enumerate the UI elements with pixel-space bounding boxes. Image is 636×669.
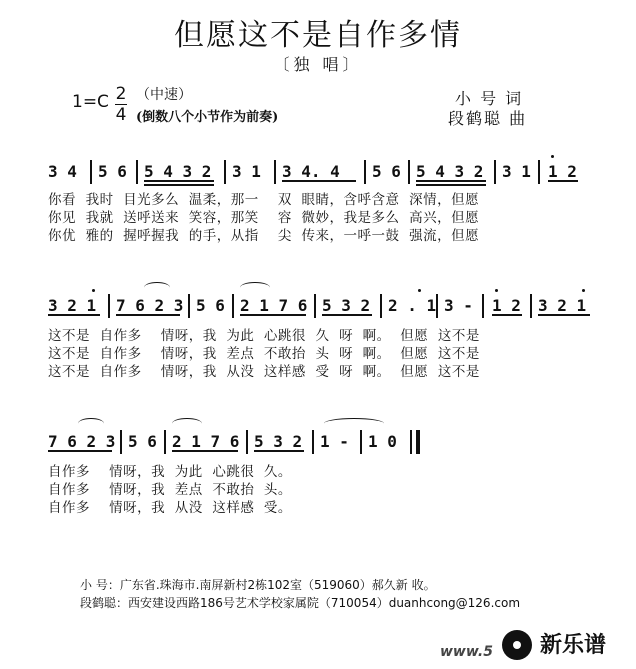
slur [144, 282, 170, 293]
underline-beam [254, 450, 304, 452]
underline-beam [416, 180, 486, 182]
measure: 5 4 3 2 [416, 162, 484, 181]
measure: 1 2 [548, 162, 577, 181]
slur [78, 418, 104, 429]
lyrics-verse-3: 这不是 自作多 情呀，我 从没 这样感 受 呀 啊。 但愿 这不是 [48, 364, 480, 380]
barline [482, 294, 484, 318]
measure: 5 6 [372, 162, 401, 181]
lyrics-verse-1: 自作多 情呀，我 为此 心跳很 久。 [48, 464, 292, 480]
measure: 2 1 7 6 [172, 432, 240, 451]
underline-beam [548, 180, 578, 182]
measure: 7 6 2 3 [116, 296, 184, 315]
lyrics-verse-1: 你看 我时 目光多么 温柔，那一 双 眼睛，含呼含意 深情，但愿 [48, 192, 480, 208]
high-octave-dot [418, 289, 421, 292]
measure: 3 4 [48, 162, 77, 181]
measure: 2 1 7 6 [240, 296, 308, 315]
barline [530, 294, 532, 318]
prelude-note: (倒数八个小节作为前奏) [136, 110, 279, 125]
measure: 5 6 [128, 432, 157, 451]
slur [172, 418, 202, 429]
underline-beam [416, 184, 486, 186]
barline [274, 160, 276, 184]
measure: 5 6 [98, 162, 127, 181]
underline-beam [240, 314, 306, 316]
underline-beam [322, 314, 372, 316]
lyrics-verse-2: 自作多 情呀，我 差点 不敢抬 头。 [48, 482, 292, 498]
barline [164, 430, 166, 454]
watermark-site: www.5 [440, 644, 493, 660]
underline-beam [282, 180, 356, 182]
key-signature: 1=C [72, 92, 109, 112]
music-disc-icon [502, 630, 532, 660]
measure: 3 1 [232, 162, 261, 181]
watermark-brand: 新乐谱 [540, 633, 607, 658]
barline [408, 160, 410, 184]
time-signature [114, 84, 128, 125]
high-octave-dot [495, 289, 498, 292]
time-numerator: 2 [115, 84, 127, 104]
measure: 3 2 1 [538, 296, 587, 315]
time-denominator: 4 [115, 105, 127, 125]
measure: 1 0 [368, 432, 397, 451]
lyrics-verse-2: 这不是 自作多 情呀，我 差点 不敢抬 头 呀 啊。 但愿 这不是 [48, 346, 480, 362]
barline [312, 430, 314, 454]
lyrics-verse-3: 你优 雅的 握呼握我 的手，从指 尖 传来，一呼一鼓 强流，但愿 [48, 228, 480, 244]
final-barline-thin [410, 430, 412, 454]
notation-system-1 [48, 160, 588, 182]
footer-contact-lyricist: 小 号：广东省.珠海市.南屏新村2栋102室（519060）郝久新 收。 [80, 578, 436, 592]
measure: 3 - [444, 296, 473, 315]
barline [224, 160, 226, 184]
lyrics-verse-3: 自作多 情呀，我 从没 这样感 受。 [48, 500, 292, 516]
barline [314, 294, 316, 318]
measure: 1 2 [492, 296, 521, 315]
measure: 3 1 [502, 162, 531, 181]
lyricist-credit: 小 号 词 [455, 89, 524, 108]
high-octave-dot [92, 289, 95, 292]
tempo-marking: （中速） [136, 87, 192, 103]
song-subtitle: 〔独 唱〕 [273, 55, 363, 74]
barline [90, 160, 92, 184]
measure: 2 . 1 [388, 296, 437, 315]
barline [108, 294, 110, 318]
footer-contact-composer: 段鹤聪：西安建设西路186号艺术学校家属院（710054）duanhcong@126.com [80, 596, 521, 610]
underline-beam [538, 314, 590, 316]
underline-beam [116, 314, 180, 316]
barline [494, 160, 496, 184]
lyrics-verse-1: 这不是 自作多 情呀，我 为此 心跳很 久 呀 啊。 但愿 这不是 [48, 328, 480, 344]
barline [538, 160, 540, 184]
slur [240, 282, 270, 293]
measure: 5 6 [196, 296, 225, 315]
barline [380, 294, 382, 318]
song-title: 但愿这不是自作多情 [174, 18, 462, 53]
tie [324, 418, 384, 429]
high-octave-dot [551, 155, 554, 158]
final-barline-thick [416, 430, 420, 454]
lyrics-verse-2: 你见 我就 送呼送来 笑容，那笑 容 微妙，我是多么 高兴，但愿 [48, 210, 480, 226]
underline-beam [144, 184, 214, 186]
barline [232, 294, 234, 318]
underline-beam [492, 314, 522, 316]
barline [120, 430, 122, 454]
barline [246, 430, 248, 454]
underline-beam [144, 180, 214, 182]
barline [188, 294, 190, 318]
notation-system-2 [48, 294, 588, 316]
barline [436, 294, 438, 318]
measure: 1 - [320, 432, 349, 451]
barline [364, 160, 366, 184]
underline-beam [48, 314, 100, 316]
underline-beam [48, 450, 112, 452]
measure: 3 4. 4 [282, 162, 340, 181]
measure: 5 4 3 2 [144, 162, 212, 181]
barline [360, 430, 362, 454]
composer-credit: 段鹤聪 曲 [448, 109, 528, 128]
high-octave-dot [582, 289, 585, 292]
measure: 3 2 1 [48, 296, 97, 315]
underline-beam [172, 450, 238, 452]
measure: 7 6 2 3 [48, 432, 116, 451]
measure: 5 3 2 [322, 296, 371, 315]
notation-system-3 [48, 430, 448, 452]
measure: 5 3 2 [254, 432, 303, 451]
barline [136, 160, 138, 184]
